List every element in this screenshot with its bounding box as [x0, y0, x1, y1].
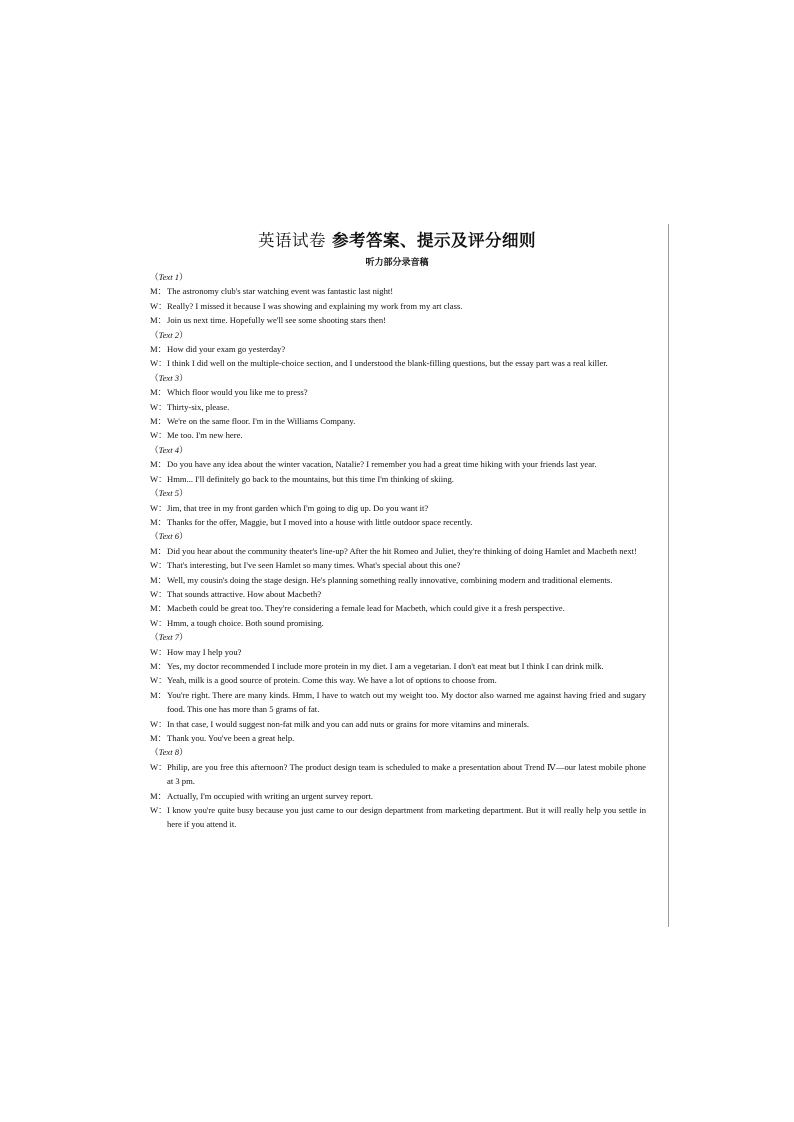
- title-sub: 参考答案、提示及评分细则: [332, 231, 536, 250]
- speaker-label: W：: [150, 502, 167, 513]
- dialogue-text: Really? I missed it because I was showing and explaining my work from my art class.: [167, 300, 463, 311]
- dialogue-line: [150, 385, 646, 399]
- dialogue-line: [150, 284, 646, 298]
- dialogue-text: Thirty-six, please.: [167, 401, 230, 412]
- dialogue-line: [150, 616, 646, 630]
- section-label: [150, 328, 646, 342]
- dialogue-text: Did you hear about the community theater's line-up? After the hit Romeo and Juliet, they're thinking of doing Hamlet and Macbeth next!: [167, 545, 637, 556]
- paren-open: （: [150, 329, 159, 340]
- dialogue-line: [150, 457, 646, 471]
- dialogue-text: We're on the same floor. I'm in the Williams Company.: [167, 416, 356, 427]
- speaker-label: M：: [150, 344, 167, 355]
- paren-open: （: [150, 272, 159, 282]
- page-title: [0, 230, 794, 252]
- paren-close: ）: [179, 329, 188, 340]
- dialogue-text: You're right. There are many kinds. Hmm, I have to watch out my weight too. My doctor also warned me against having fried and sugary food. This one has more than 5 grams of fat.: [167, 689, 646, 715]
- paren-close: ）: [179, 372, 188, 383]
- dialogue-text: In that case, I would suggest non-fat milk and you can add nuts or grains for more vitamins and minerals.: [167, 718, 530, 729]
- section-label-text: Text 5: [158, 488, 180, 499]
- speaker-label: W：: [150, 805, 167, 816]
- section-label: [150, 270, 646, 284]
- dialogue-text: Hmm, a tough choice. Both sound promising.: [167, 617, 324, 628]
- paren-close: ）: [179, 531, 188, 542]
- dialogue-line: [150, 688, 646, 717]
- speaker-label: M：: [150, 603, 167, 614]
- dialogue-text: I know you're quite busy because you just came to our design department from marketing department. But it will really help you settle in here if you attend it.: [167, 805, 646, 830]
- dialogue-line: [150, 659, 646, 673]
- dialogue-line: [150, 601, 646, 615]
- section-label: [150, 529, 646, 543]
- dialogue-line: [150, 760, 646, 789]
- speaker-label: W：: [150, 675, 167, 686]
- dialogue-line: [150, 645, 646, 659]
- speaker-label: W：: [150, 473, 167, 484]
- dialogue-line: [150, 515, 646, 529]
- speaker-label: M：: [150, 790, 167, 801]
- section-label-text: Text 2: [158, 329, 180, 340]
- page-divider-line: [668, 224, 669, 927]
- dialogue-line: [150, 400, 646, 414]
- dialogue-line: [150, 356, 646, 370]
- paren-open: （: [150, 531, 159, 542]
- dialogue-text: Hmm... I'll definitely go back to the mountains, but this time I'm thinking of skiing.: [167, 473, 454, 484]
- speaker-label: W：: [150, 617, 167, 628]
- dialogue-text: Actually, I'm occupied with writing an urgent survey report.: [167, 790, 374, 801]
- dialogue-text: Me too. I'm new here.: [167, 430, 243, 441]
- speaker-label: M：: [150, 545, 167, 556]
- dialogue-line: [150, 299, 646, 313]
- dialogue-text: Philip, are you free this afternoon? The product design team is scheduled to make a presentation about Trend Ⅳ—our latest mobile phone at 3 pm.: [167, 761, 646, 787]
- speaker-label: W：: [150, 560, 167, 571]
- dialogue-text: Yeah, milk is a good source of protein. Come this way. We have a lot of options to choose from.: [167, 675, 497, 686]
- dialogue-text: Thank you. You've been a great help.: [167, 733, 295, 743]
- dialogue-line: [150, 673, 646, 687]
- title-main: 英语试卷: [258, 231, 326, 250]
- paren-close: ）: [179, 747, 188, 758]
- section-label-text: Text 3: [158, 372, 180, 383]
- speaker-label: M：: [150, 416, 167, 427]
- dialogue-text: Yes, my doctor recommended I include more protein in my diet. I am a vegetarian. I don't eat meat but I think I can drink milk.: [167, 660, 604, 671]
- dialogue-text: That's interesting, but I've seen Hamlet so many times. What's special about this one?: [167, 560, 461, 571]
- section-label-text: Text 1: [158, 272, 180, 282]
- speaker-label: W：: [150, 401, 167, 412]
- speaker-label: W：: [150, 646, 167, 657]
- dialogue-line: [150, 558, 646, 572]
- paren-close: ）: [179, 444, 188, 455]
- dialogue-line: [150, 717, 646, 731]
- dialogue-line: [150, 313, 646, 327]
- speaker-label: M：: [150, 286, 167, 297]
- dialogue-line: [150, 587, 646, 601]
- speaker-label: M：: [150, 660, 167, 671]
- speaker-label: M：: [150, 387, 167, 398]
- speaker-label: W：: [150, 430, 167, 441]
- dialogue-line: [150, 544, 646, 558]
- dialogue-text: The astronomy club's star watching event was fantastic last night!: [167, 286, 394, 297]
- speaker-label: M：: [150, 315, 167, 326]
- paren-open: （: [150, 632, 159, 643]
- speaker-label: W：: [150, 300, 167, 311]
- dialogue-text: Well, my cousin's doing the stage design. He's planning something really innovative, combining modern and traditional elements.: [167, 574, 613, 585]
- section-label: [150, 630, 646, 644]
- paren-open: （: [150, 488, 159, 499]
- speaker-label: M：: [150, 689, 167, 700]
- speaker-label: W：: [150, 718, 167, 729]
- speaker-label: W：: [150, 358, 167, 369]
- section-label-text: Text 6: [158, 531, 180, 542]
- paren-open: （: [150, 444, 159, 455]
- section-label-text: Text 4: [158, 444, 180, 455]
- paren-close: ）: [179, 632, 188, 643]
- paren-close: ）: [179, 488, 188, 499]
- page-subtitle: 听力部分录音稿: [365, 258, 429, 268]
- dialogue-text: Do you have any idea about the winter vacation, Natalie? I remember you had a great time hiking with your friends last year.: [167, 459, 597, 470]
- paren-close: ）: [179, 272, 188, 282]
- paren-open: （: [150, 747, 159, 758]
- speaker-label: W：: [150, 588, 167, 599]
- dialogue-line: [150, 428, 646, 442]
- section-label: [150, 486, 646, 500]
- dialogue-text: How may I help you?: [167, 646, 242, 657]
- dialogue-text: How did your exam go yesterday?: [167, 344, 286, 355]
- dialogue-line: [150, 573, 646, 587]
- dialogue-line: [150, 789, 646, 803]
- section-label: [150, 745, 646, 759]
- dialogue-text: That sounds attractive. How about Macbeth?: [167, 588, 322, 599]
- speaker-label: M：: [150, 733, 167, 743]
- speaker-label: M：: [150, 574, 167, 585]
- dialogue-line: [150, 342, 646, 356]
- dialogue-line: [150, 803, 646, 832]
- section-label: [150, 443, 646, 457]
- dialogue-line: [150, 472, 646, 486]
- dialogue-text: Which floor would you like me to press?: [167, 387, 308, 398]
- dialogue-text: Macbeth could be great too. They're considering a female lead for Macbeth, which could give it a fresh perspective.: [167, 603, 565, 614]
- speaker-label: M：: [150, 516, 167, 527]
- speaker-label: M：: [150, 459, 167, 470]
- paren-open: （: [150, 372, 159, 383]
- dialogue-line: [150, 501, 646, 515]
- dialogue-text: Join us next time. Hopefully we'll see some shooting stars then!: [167, 315, 386, 326]
- speaker-label: W：: [150, 761, 167, 772]
- section-label: [150, 371, 646, 385]
- section-label-text: Text 7: [158, 632, 180, 643]
- transcript: [150, 270, 646, 832]
- dialogue-line: [150, 414, 646, 428]
- dialogue-line: [150, 731, 646, 745]
- section-label-text: Text 8: [158, 747, 180, 758]
- dialogue-text: I think I did well on the multiple-choice section, and I understood the blank-filling questions, but the essay part was a real killer.: [167, 358, 608, 369]
- dialogue-text: Thanks for the offer, Maggie, but I moved into a house with little outdoor space recently.: [167, 516, 473, 527]
- dialogue-text: Jim, that tree in my front garden which I'm going to dig up. Do you want it?: [167, 502, 429, 513]
